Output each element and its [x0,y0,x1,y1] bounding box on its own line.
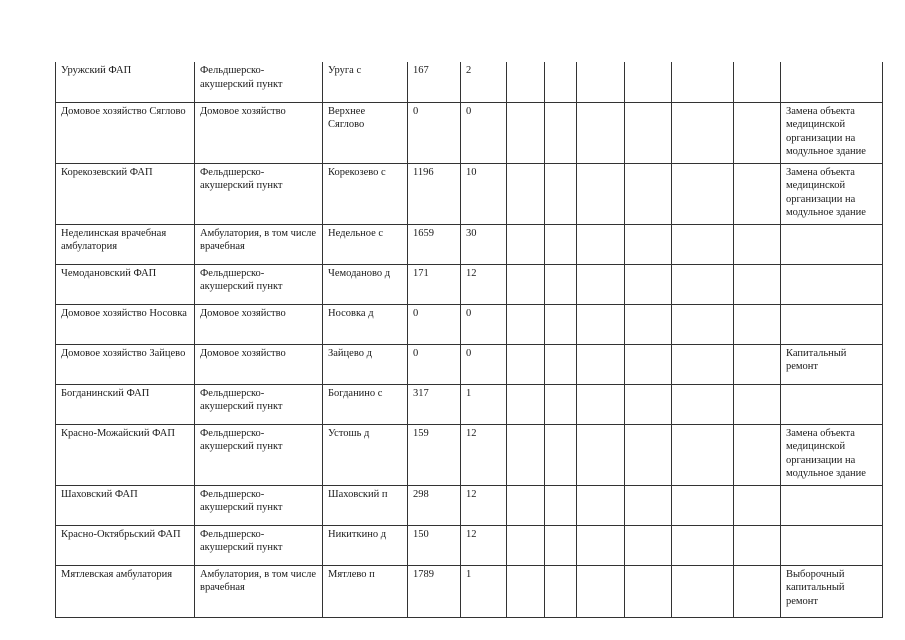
cell-children: 0 [461,304,507,344]
cell-locality: Чемоданово д [323,264,408,304]
cell-empty [672,424,734,485]
cell-empty [545,424,577,485]
cell-empty [577,424,625,485]
cell-empty [577,344,625,384]
table-row [56,62,883,102]
cell-facility-type: Фельдшерско-акушерский пункт [195,525,323,565]
cell-empty [672,102,734,163]
cell-children: 1 [461,565,507,617]
cell-children: 30 [461,224,507,264]
cell-empty [577,102,625,163]
cell-empty [734,424,781,485]
table-row [56,304,883,344]
cell-empty [672,224,734,264]
table-row [56,344,883,384]
cell-note [781,525,883,565]
table-row [56,525,883,565]
cell-empty [734,264,781,304]
cell-locality: Носовка д [323,304,408,344]
cell-empty [734,224,781,264]
cell-empty [577,565,625,617]
cell-empty [672,525,734,565]
cell-facility-type: Домовое хозяйство [195,304,323,344]
cell-facility-name: Домовое хозяйство Зайцево [56,344,195,384]
cell-empty [625,163,672,224]
cell-note [781,224,883,264]
cell-note: Замена объекта медицинской организации на модульное здание [781,424,883,485]
cell-population: 171 [408,264,461,304]
cell-note [781,304,883,344]
cell-empty [734,525,781,565]
cell-population: 0 [408,304,461,344]
cell-empty [625,62,672,102]
cell-locality: Зайцево д [323,344,408,384]
cell-children: 10 [461,163,507,224]
cell-locality: Верхнее Сяглово [323,102,408,163]
cell-locality: Недельное с [323,224,408,264]
cell-population: 298 [408,485,461,525]
table-row [56,565,883,617]
cell-empty [545,163,577,224]
cell-population: 159 [408,424,461,485]
cell-facility-name: Богданинский ФАП [56,384,195,424]
cell-empty [507,163,545,224]
cell-empty [625,384,672,424]
table-row [56,424,883,485]
cell-empty [507,424,545,485]
cell-locality: Мятлево п [323,565,408,617]
cell-empty [545,485,577,525]
cell-facility-name: Домовое хозяйство Сяглово [56,102,195,163]
cell-empty [507,102,545,163]
cell-empty [672,344,734,384]
cell-facility-name: Красно-Октябрьский ФАП [56,525,195,565]
cell-empty [545,565,577,617]
cell-note: Капитальный ремонт [781,344,883,384]
cell-empty [672,264,734,304]
cell-population: 1659 [408,224,461,264]
cell-note: Замена объекта медицинской организации на модульное здание [781,163,883,224]
cell-empty [507,485,545,525]
cell-empty [507,62,545,102]
cell-children: 0 [461,344,507,384]
table-body [56,62,883,617]
cell-note [781,485,883,525]
cell-children: 2 [461,62,507,102]
cell-facility-type: Амбулатория, в том числе врачебная [195,224,323,264]
cell-facility-type: Фельдшерско-акушерский пункт [195,424,323,485]
cell-empty [625,304,672,344]
cell-facility-name: Корекозевский ФАП [56,163,195,224]
cell-empty [577,62,625,102]
cell-facility-type: Домовое хозяйство [195,344,323,384]
cell-empty [577,304,625,344]
cell-children: 12 [461,525,507,565]
cell-empty [577,224,625,264]
cell-empty [545,525,577,565]
cell-facility-name: Мятлевская амбулатория [56,565,195,617]
facilities-table [55,62,883,618]
cell-empty [545,102,577,163]
cell-locality: Устошь д [323,424,408,485]
cell-facility-type: Амбулатория, в том числе врачебная [195,565,323,617]
table-row [56,102,883,163]
cell-facility-type: Фельдшерско-акушерский пункт [195,485,323,525]
cell-locality: Богданино с [323,384,408,424]
cell-empty [625,224,672,264]
cell-facility-type: Фельдшерско-акушерский пункт [195,163,323,224]
cell-population: 150 [408,525,461,565]
cell-empty [545,62,577,102]
cell-empty [625,485,672,525]
cell-facility-name: Уружский ФАП [56,62,195,102]
cell-empty [625,344,672,384]
cell-children: 1 [461,384,507,424]
cell-facility-name: Шаховский ФАП [56,485,195,525]
cell-empty [734,304,781,344]
cell-children: 0 [461,102,507,163]
cell-empty [625,102,672,163]
cell-empty [507,565,545,617]
cell-empty [734,344,781,384]
cell-locality: Шаховский п [323,485,408,525]
cell-empty [545,264,577,304]
cell-children: 12 [461,424,507,485]
cell-facility-type: Домовое хозяйство [195,102,323,163]
cell-empty [672,62,734,102]
cell-population: 167 [408,62,461,102]
cell-empty [507,344,545,384]
cell-empty [672,163,734,224]
cell-note [781,264,883,304]
cell-empty [672,565,734,617]
cell-population: 317 [408,384,461,424]
cell-locality: Корекозево с [323,163,408,224]
cell-empty [507,304,545,344]
cell-facility-name: Чемодановский ФАП [56,264,195,304]
cell-empty [577,163,625,224]
cell-facility-type: Фельдшерско-акушерский пункт [195,264,323,304]
cell-facility-name: Красно-Можайский ФАП [56,424,195,485]
cell-locality: Никиткино д [323,525,408,565]
cell-empty [545,304,577,344]
cell-empty [545,344,577,384]
table-row [56,264,883,304]
table-row [56,485,883,525]
cell-empty [577,485,625,525]
cell-empty [734,565,781,617]
cell-children: 12 [461,485,507,525]
cell-empty [672,384,734,424]
cell-empty [507,224,545,264]
cell-empty [545,384,577,424]
cell-population: 1789 [408,565,461,617]
cell-facility-name: Домовое хозяйство Носовка [56,304,195,344]
cell-empty [577,264,625,304]
cell-children: 12 [461,264,507,304]
cell-population: 0 [408,344,461,384]
cell-empty [625,565,672,617]
table-row [56,224,883,264]
cell-note [781,62,883,102]
cell-empty [545,224,577,264]
cell-empty [577,384,625,424]
cell-empty [734,163,781,224]
cell-empty [672,304,734,344]
cell-empty [507,384,545,424]
cell-note [781,384,883,424]
cell-note: Замена объекта медицинской организации на модульное здание [781,102,883,163]
cell-empty [734,384,781,424]
cell-locality: Уруга с [323,62,408,102]
cell-empty [734,485,781,525]
cell-empty [625,424,672,485]
cell-population: 0 [408,102,461,163]
table-row [56,163,883,224]
cell-facility-name: Неделинская врачебная амбулатория [56,224,195,264]
cell-population: 1196 [408,163,461,224]
cell-empty [672,485,734,525]
cell-facility-type: Фельдшерско-акушерский пункт [195,62,323,102]
cell-note: Выборочный капитальный ремонт [781,565,883,617]
table-row [56,384,883,424]
cell-empty [625,525,672,565]
cell-empty [625,264,672,304]
cell-empty [507,264,545,304]
cell-empty [734,62,781,102]
cell-empty [734,102,781,163]
cell-empty [577,525,625,565]
cell-facility-type: Фельдшерско-акушерский пункт [195,384,323,424]
cell-empty [507,525,545,565]
